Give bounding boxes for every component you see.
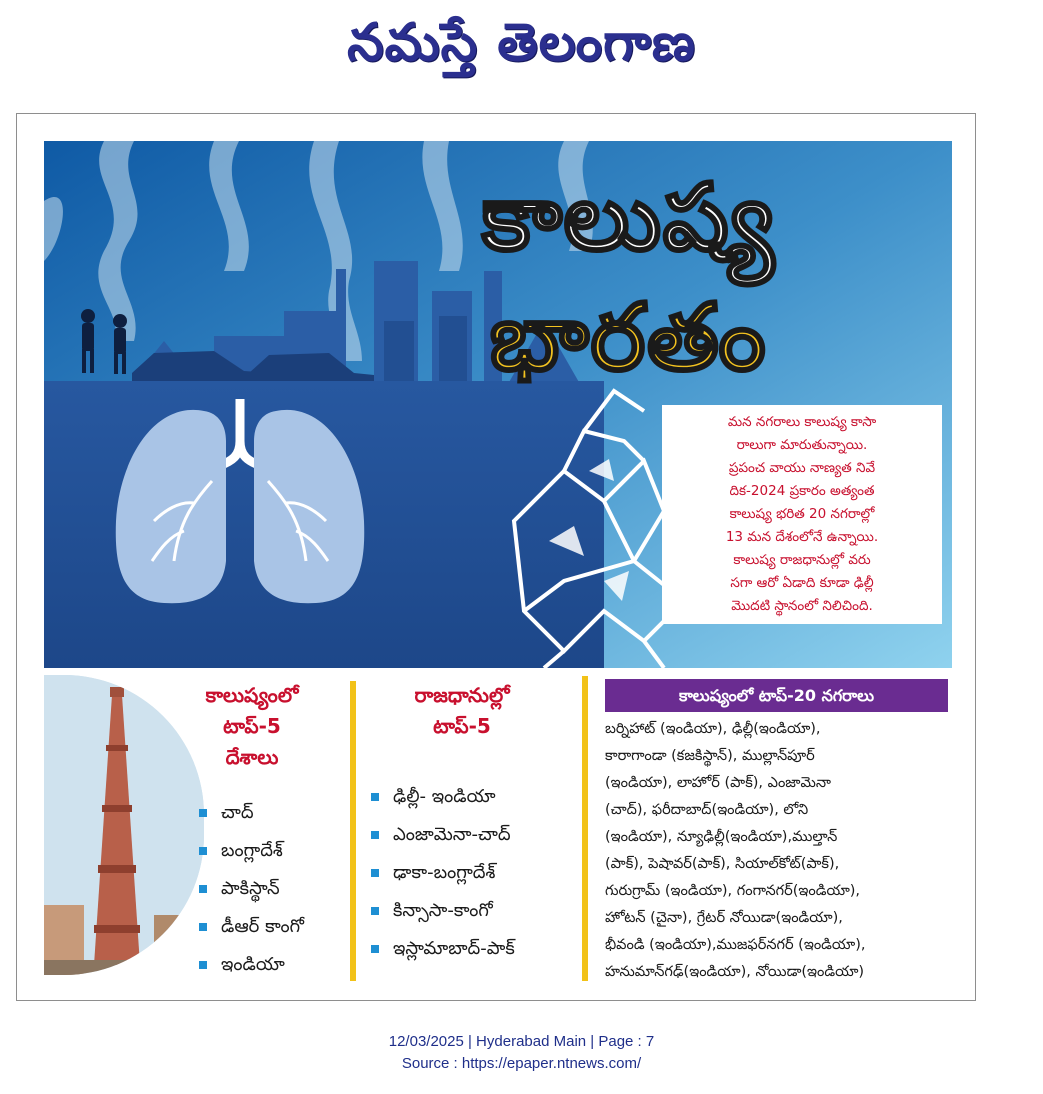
list-item bbox=[195, 908, 304, 946]
intro-line: ప్రపంచ వాయు నాణ్యత నివే bbox=[728, 460, 876, 476]
cities-line: హనుమాన్‌గఢ్(ఇండియా), నోయిడా(ఇండియా) bbox=[605, 964, 865, 980]
column-divider bbox=[582, 676, 588, 981]
top20-cities-text bbox=[605, 716, 955, 986]
list-item-label: కిన్సాసా-కాంగో bbox=[393, 900, 493, 921]
countries-list bbox=[195, 794, 304, 984]
intro-line: కాలుష్య రాజధానుల్లో వరు bbox=[733, 552, 871, 568]
list-item-label: ఎంజామెనా-చాద్ bbox=[393, 824, 511, 845]
list-item bbox=[367, 816, 515, 854]
column-divider bbox=[350, 681, 356, 981]
masthead-logo: నమస్తే తెలంగాణ bbox=[347, 12, 696, 73]
hero-illustration bbox=[44, 141, 952, 668]
intro-line: కాలుష్య భరిత 20 నగరాల్లో bbox=[729, 506, 875, 522]
cities-line: బర్నిహాట్ (ఇండియా), ఢిల్లీ(ఇండియా), bbox=[605, 721, 821, 737]
bullet-icon bbox=[199, 847, 207, 855]
intro-line: మొదటి స్థానంలో నిలిచింది. bbox=[731, 598, 873, 614]
bullet-icon bbox=[371, 831, 379, 839]
list-item bbox=[195, 946, 304, 984]
heading-line: టాప్-5 bbox=[223, 714, 281, 738]
list-item-label: చాద్ bbox=[221, 802, 254, 823]
list-item bbox=[367, 778, 515, 816]
list-item-label: పాకిస్థాన్ bbox=[221, 878, 280, 899]
cities-line: కారాగాండా (కజకిస్థాన్), ముల్లాన్‌పూర్ bbox=[605, 748, 815, 764]
intro-paragraph bbox=[662, 405, 942, 624]
footer-date-line: 12/03/2025 | Hyderabad Main | Page : 7 bbox=[388, 1033, 655, 1050]
list-item-label: ఇండియా bbox=[221, 954, 285, 975]
list-item bbox=[367, 854, 515, 892]
heading-line: దేశాలు bbox=[225, 745, 279, 769]
cities-line: (ఇండియా), న్యూఢిల్లీ(ఇండియా),ముల్తాన్ bbox=[605, 829, 838, 845]
heading-line: రాజధానుల్లో bbox=[414, 683, 510, 707]
list-item-label: ఢాకా-బంగ్లాదేశ్ bbox=[393, 862, 496, 883]
countries-heading bbox=[177, 680, 327, 773]
intro-line: రాలుగా మారుతున్నాయి. bbox=[736, 437, 868, 453]
bullet-icon bbox=[199, 961, 207, 969]
bullet-icon bbox=[371, 945, 379, 953]
list-item bbox=[195, 832, 304, 870]
heading-line: కాలుష్యంలో bbox=[205, 683, 299, 707]
list-item bbox=[367, 892, 515, 930]
list-item-label: బంగ్లాదేశ్ bbox=[221, 840, 283, 861]
intro-line: సగా ఆరో ఏడాది కూడా ఢిల్లీ bbox=[730, 575, 874, 591]
list-item-label: ఢిల్లీ- ఇండియా bbox=[393, 786, 496, 807]
capitals-list bbox=[367, 778, 515, 968]
bullet-icon bbox=[199, 923, 207, 931]
intro-line: 13 మన దేశంలోనే ఉన్నాయి. bbox=[725, 529, 879, 545]
capitals-heading bbox=[362, 680, 562, 742]
cities-line: భీవండి (ఇండియా),ముజఫర్‌నగర్ (ఇండియా), bbox=[605, 937, 866, 953]
footer-source-line: Source : https://epaper.ntnews.com/ bbox=[401, 1055, 642, 1072]
list-item-label: డీఆర్ కాంగో bbox=[221, 916, 304, 937]
top20-heading: కాలుష్యంలో టాప్-20 నగరాలు bbox=[605, 679, 948, 712]
bullet-icon bbox=[199, 885, 207, 893]
cities-line: గురుగ్రామ్ (ఇండియా), గంగానగర్(ఇండియా), bbox=[605, 883, 861, 899]
cities-line: హోటన్ (చైనా), గ్రేటర్ నోయిడా(ఇండియా), bbox=[605, 910, 843, 926]
bullet-icon bbox=[371, 869, 379, 877]
headline-line-2: భారతం bbox=[490, 284, 768, 391]
heading-line: టాప్-5 bbox=[433, 714, 491, 738]
list-item bbox=[195, 794, 304, 832]
cities-line: (ఇండియా), లాహోర్ (పాక్), ఎంజామెనా bbox=[605, 775, 831, 791]
list-item bbox=[195, 870, 304, 908]
bullet-icon bbox=[371, 907, 379, 915]
list-item bbox=[367, 930, 515, 968]
cities-line: (చాద్), ఫరీదాబాద్(ఇండియా), లోని bbox=[605, 802, 809, 818]
list-item-label: ఇస్లామాబాద్-పాక్ bbox=[393, 938, 515, 959]
bullet-icon bbox=[199, 809, 207, 817]
bullet-icon bbox=[371, 793, 379, 801]
article-frame bbox=[16, 113, 976, 1001]
intro-line: దిక-2024 ప్రకారం అత్యంత bbox=[729, 483, 875, 499]
headline-line-1: కాలుష్య bbox=[482, 164, 776, 271]
intro-line: మన నగరాలు కాలుష్య కాసా bbox=[727, 414, 877, 430]
cities-line: (పాక్), పెషావర్(పాక్), సియాల్‌కోట్(పాక్), bbox=[605, 856, 840, 872]
